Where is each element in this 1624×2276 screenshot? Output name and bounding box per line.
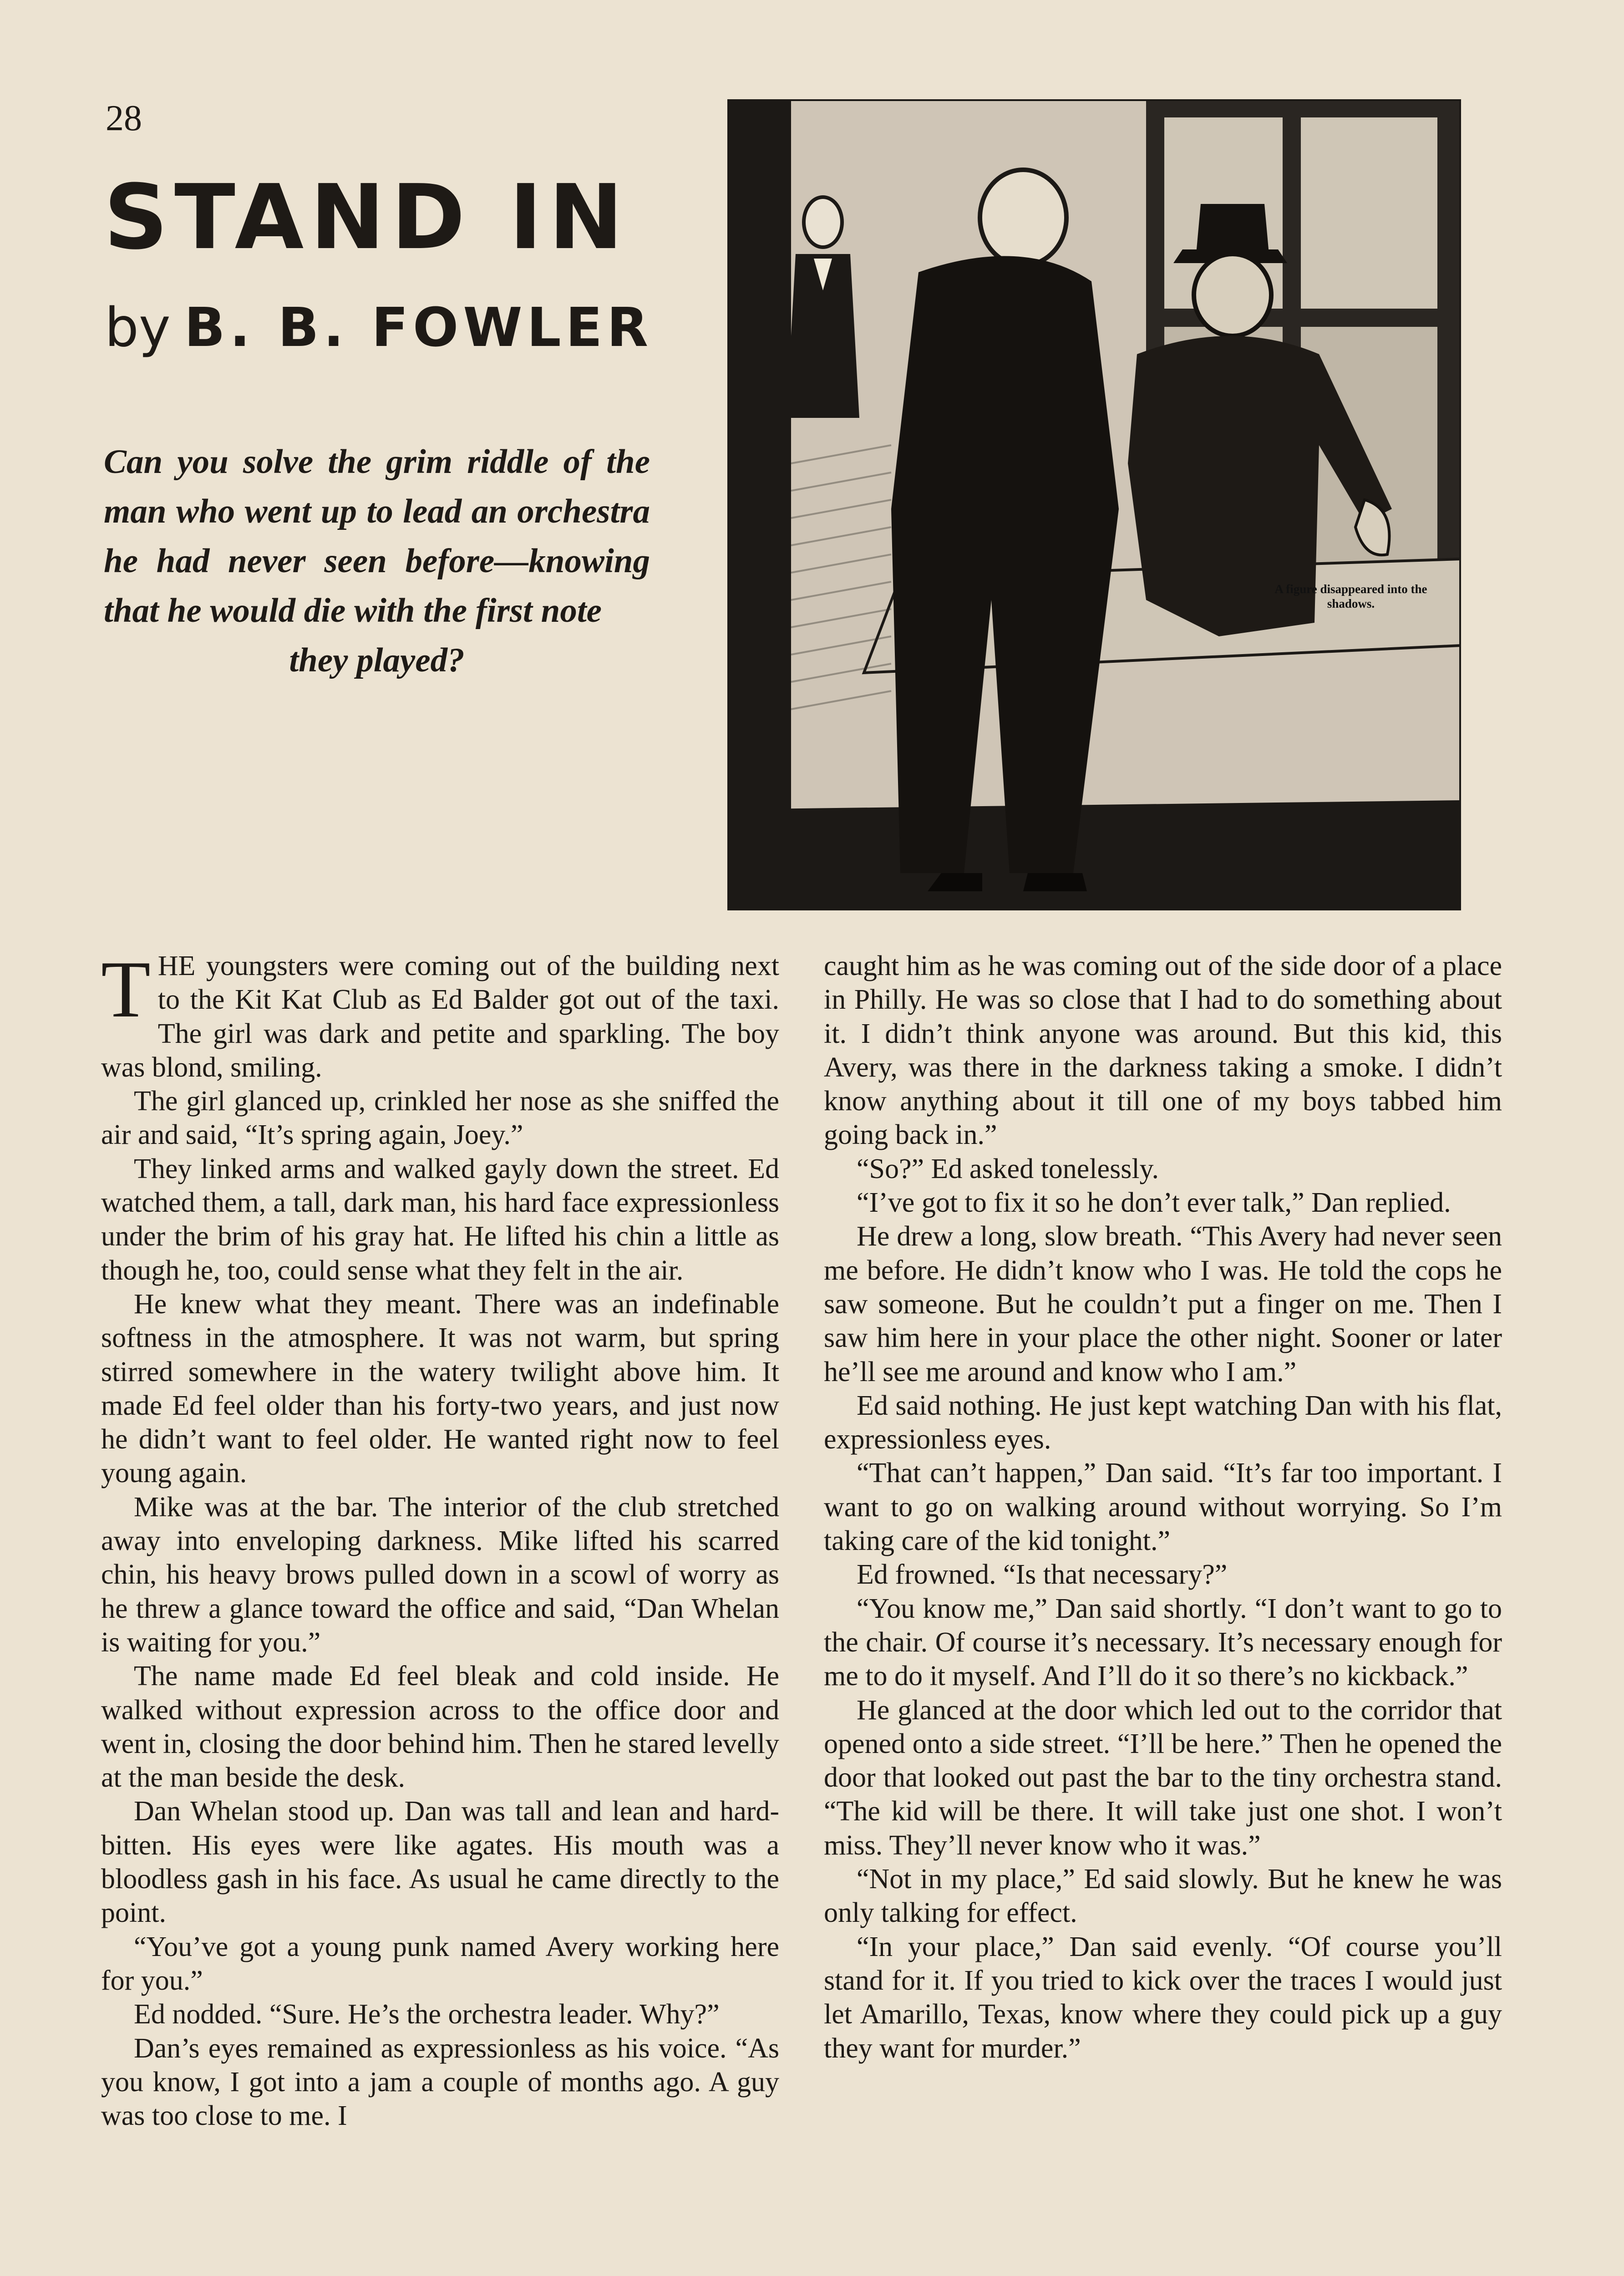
- story-paragraph: The girl glanced up, crinkled her nose as she sniffed the air and said, “It’s spring again, Joey.”: [101, 1086, 779, 1151]
- story-paragraph: Dan Whelan stood up. Dan was tall and lean and hard-bitten. His eyes were like agates. His mouth was a bloodless gash in his face. As usual he came directly to the point.: [101, 1796, 779, 1929]
- story-paragraph: “So?” Ed asked tonelessly.: [857, 1153, 1159, 1184]
- story-column-left: [101, 944, 779, 2133]
- story-paragraph: “You’ve got a young punk named Avery working here for you.”: [101, 1931, 779, 1996]
- story-illustration: [727, 99, 1461, 910]
- story-paragraph: caught him as he was coming out of the side door of a place in Philly. He was so close that I had to do something about it. I didn’t think anyone was around. But this kid, this Avery, was there in the darkness taking a smoke. I didn’t know anything about it till one of my boys tabbed him going back in.”: [824, 950, 1502, 1151]
- teaser-last-line: they played?: [289, 641, 465, 679]
- story-paragraph: Mike was at the bar. The interior of the club stretched away into enveloping darkness. Mike lifted his scarred chin, his heavy brows pulled down in a scowl of worry as he threw a glance toward the office and said, “Dan Whelan is waiting for you.”: [101, 1491, 779, 1658]
- story-paragraph: Dan’s eyes remained as expressionless as his voice. “As you know, I got into a jam a couple of months ago. A guy was too close to me. I: [101, 2032, 779, 2132]
- story-paragraph: “In your place,” Dan said evenly. “Of course you’ll stand for it. If you tried to kick over the traces I would just let Amarillo, Texas, know where they could pick up a guy they want for murder.”: [824, 1931, 1502, 2064]
- story-paragraph: “Not in my place,” Ed said slowly. But he knew he was only talking for effect.: [824, 1864, 1502, 1929]
- byline: [105, 296, 653, 359]
- teaser-text: Can you solve the grim riddle of the man who went up to lead an orchestra he had never seen before—knowing that he would die with the first note: [104, 443, 650, 630]
- story-paragraph: He glanced at the door which led out to the corridor that opened onto a side street. “I’ll be here.” Then he opened the door that looked out past the bar to the tiny orchestra stand. “The kid will be there. It will take just one shot. I won’t miss. They’ll never know who it was.”: [824, 1694, 1502, 1861]
- author-name: B. B. FOWLER: [184, 296, 653, 359]
- story-paragraph: The name made Ed feel bleak and cold inside. He walked without expression across to the office door and went in, closing the door behind him. Then he stared levelly at the man beside the desk.: [101, 1661, 779, 1793]
- story-paragraph: Ed frowned. “Is that necessary?”: [857, 1559, 1228, 1590]
- story-paragraph: He knew what they meant. There was an indefinable softness in the atmosphere. It was not warm, but spring stirred somewhere in the watery twilight above him. It made Ed feel older than his forty-two years, and just now he didn’t want to feel older. He wanted right now to feel young again.: [101, 1288, 779, 1489]
- page-number: 28: [106, 98, 142, 138]
- illustration-caption: A figure disappeared into the shadows.: [1274, 582, 1427, 610]
- teaser-blurb: [104, 437, 650, 685]
- story-paragraph: Ed said nothing. He just kept watching Dan with his flat, expressionless eyes.: [824, 1390, 1502, 1455]
- drop-cap: T: [101, 944, 151, 1034]
- story-paragraph: [101, 944, 779, 1084]
- story-column-right: [824, 949, 1502, 2065]
- story-paragraph: Ed nodded. “Sure. He’s the orchestra leader. Why?”: [134, 1999, 720, 2030]
- story-paragraph: “You know me,” Dan said shortly. “I don’t want to go to the chair. Of course it’s necessary. It’s necessary enough for me to do it myself. And I’ll do it so there’s no kickback.”: [824, 1593, 1502, 1692]
- story-paragraph: They linked arms and walked gayly down the street. Ed watched them, a tall, dark man, his hard face expressionless under the brim of his gray hat. He lifted his chin a little as though he, too, could sense what they felt in the air.: [101, 1153, 779, 1286]
- paragraph-text: HE youngsters were coming out of the building next to the Kit Kat Club as Ed Balder got out of the taxi. The girl was dark and petite and sparkling. The boy was blond, smiling.: [101, 950, 779, 1083]
- story-paragraph: “That can’t happen,” Dan said. “It’s far too important. I want to go on walking around without worrying. So I’m taking care of the kid tonight.”: [824, 1458, 1502, 1557]
- story-title: STAND IN: [104, 166, 630, 269]
- byline-prefix: by: [105, 296, 171, 359]
- story-paragraph: “I’ve got to fix it so he don’t ever talk,” Dan replied.: [857, 1187, 1451, 1219]
- story-paragraph: He drew a long, slow breath. “This Avery had never seen me before. He didn’t know who I was. He told the cops he saw someone. But he couldn’t put a finger on me. Then I saw him here in your place the other night. Sooner or later he’ll see me around and know who I am.”: [824, 1221, 1502, 1387]
